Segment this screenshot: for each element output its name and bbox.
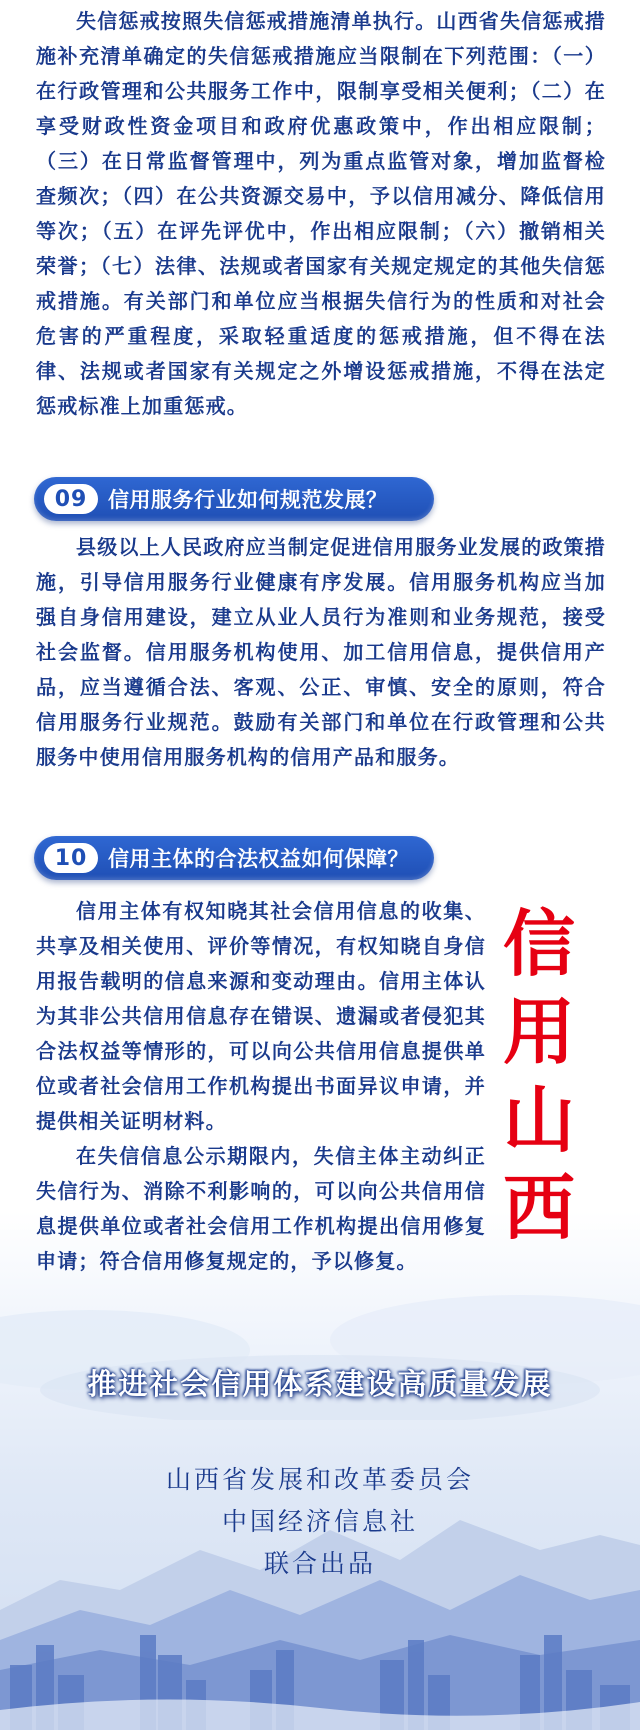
vertical-title-char: 用 [502, 989, 575, 1074]
question-10-banner [34, 836, 434, 880]
vertical-title [484, 900, 594, 1252]
credit-line-1: 山西省发展和改革委员会 [165, 1465, 474, 1494]
question-09-text: 信用服务行业如何规范发展？ [108, 488, 388, 512]
slogan: 推进社会信用体系建设高质量发展 [87, 1367, 553, 1401]
vertical-title-char: 信 [502, 901, 575, 986]
intro-paragraph: 失信惩戒按照失信惩戒措施清单执行。山西省失信惩戒措施补充清单确定的失信惩戒措施应当限制在下列范围：（一）在行政管理和公共服务工作中，限制享受相关便利；（二）在享受财政性资金项目和政府优惠政策中，作出相应限制；（三）在日常监督管理中，列为重点监管对象，增加监督检查频次；（四）在公共资源交易中，予以信用减分、降低信用等次；（五）在评先评优中，作出相应限制；（六）撤销相关荣誉；（七）法律、法规或者国家有关规定规定的其他失信惩戒措施。有关部门和单位应当根据失信行为的性质和对社会危害的严重程度，采取轻重适度的惩戒措施，但不得在法律、法规或者国家有关规定之外增设惩戒措施，不得在法定惩戒标准上加重惩戒。 [36, 9, 606, 418]
vertical-title-char: 西 [502, 1165, 575, 1250]
credit-line-3: 联合出品 [263, 1549, 376, 1578]
vertical-title-char: 山 [502, 1077, 575, 1162]
question-09-number: 09 [44, 484, 98, 514]
question-10-answer-part2: 在失信信息公示期限内，失信主体主动纠正失信行为、消除不利影响的，可以向公共信用信息提供单位或者社会信用工作机构提出信用修复申请；符合信用修复规定的，予以修复。 [36, 1144, 486, 1273]
question-09-banner [34, 477, 434, 521]
question-10-text: 信用主体的合法权益如何保障？ [108, 847, 409, 871]
question-10-number: 10 [44, 843, 98, 873]
question-10-answer-part1: 信用主体有权知晓其社会信用信息的收集、共享及相关使用、评价等情况，有权知晓自身信用报告载明的信息来源和变动理由。信用主体认为其非公共信用信息存在错误、遗漏或者侵犯其合法权益等情形的，可以向公共信用信息提供单位或者社会信用工作机构提出书面异议申请，并提供相关证明材料。 [36, 899, 486, 1133]
credit-line-2: 中国经济信息社 [221, 1507, 418, 1536]
question-09-answer: 县级以上人民政府应当制定促进信用服务业发展的政策措施，引导信用服务行业健康有序发展。信用服务机构应当加强自身信用建设，建立从业人员行为准则和业务规范，接受社会监督。信用服务机构使用、加工信用信息，提供信用产品，应当遵循合法、客观、公正、审慎、安全的原则，符合信用服务行业规范。鼓励有关部门和单位在行政管理和公共服务中使用信用服务机构的信用产品和服务。 [36, 535, 606, 769]
